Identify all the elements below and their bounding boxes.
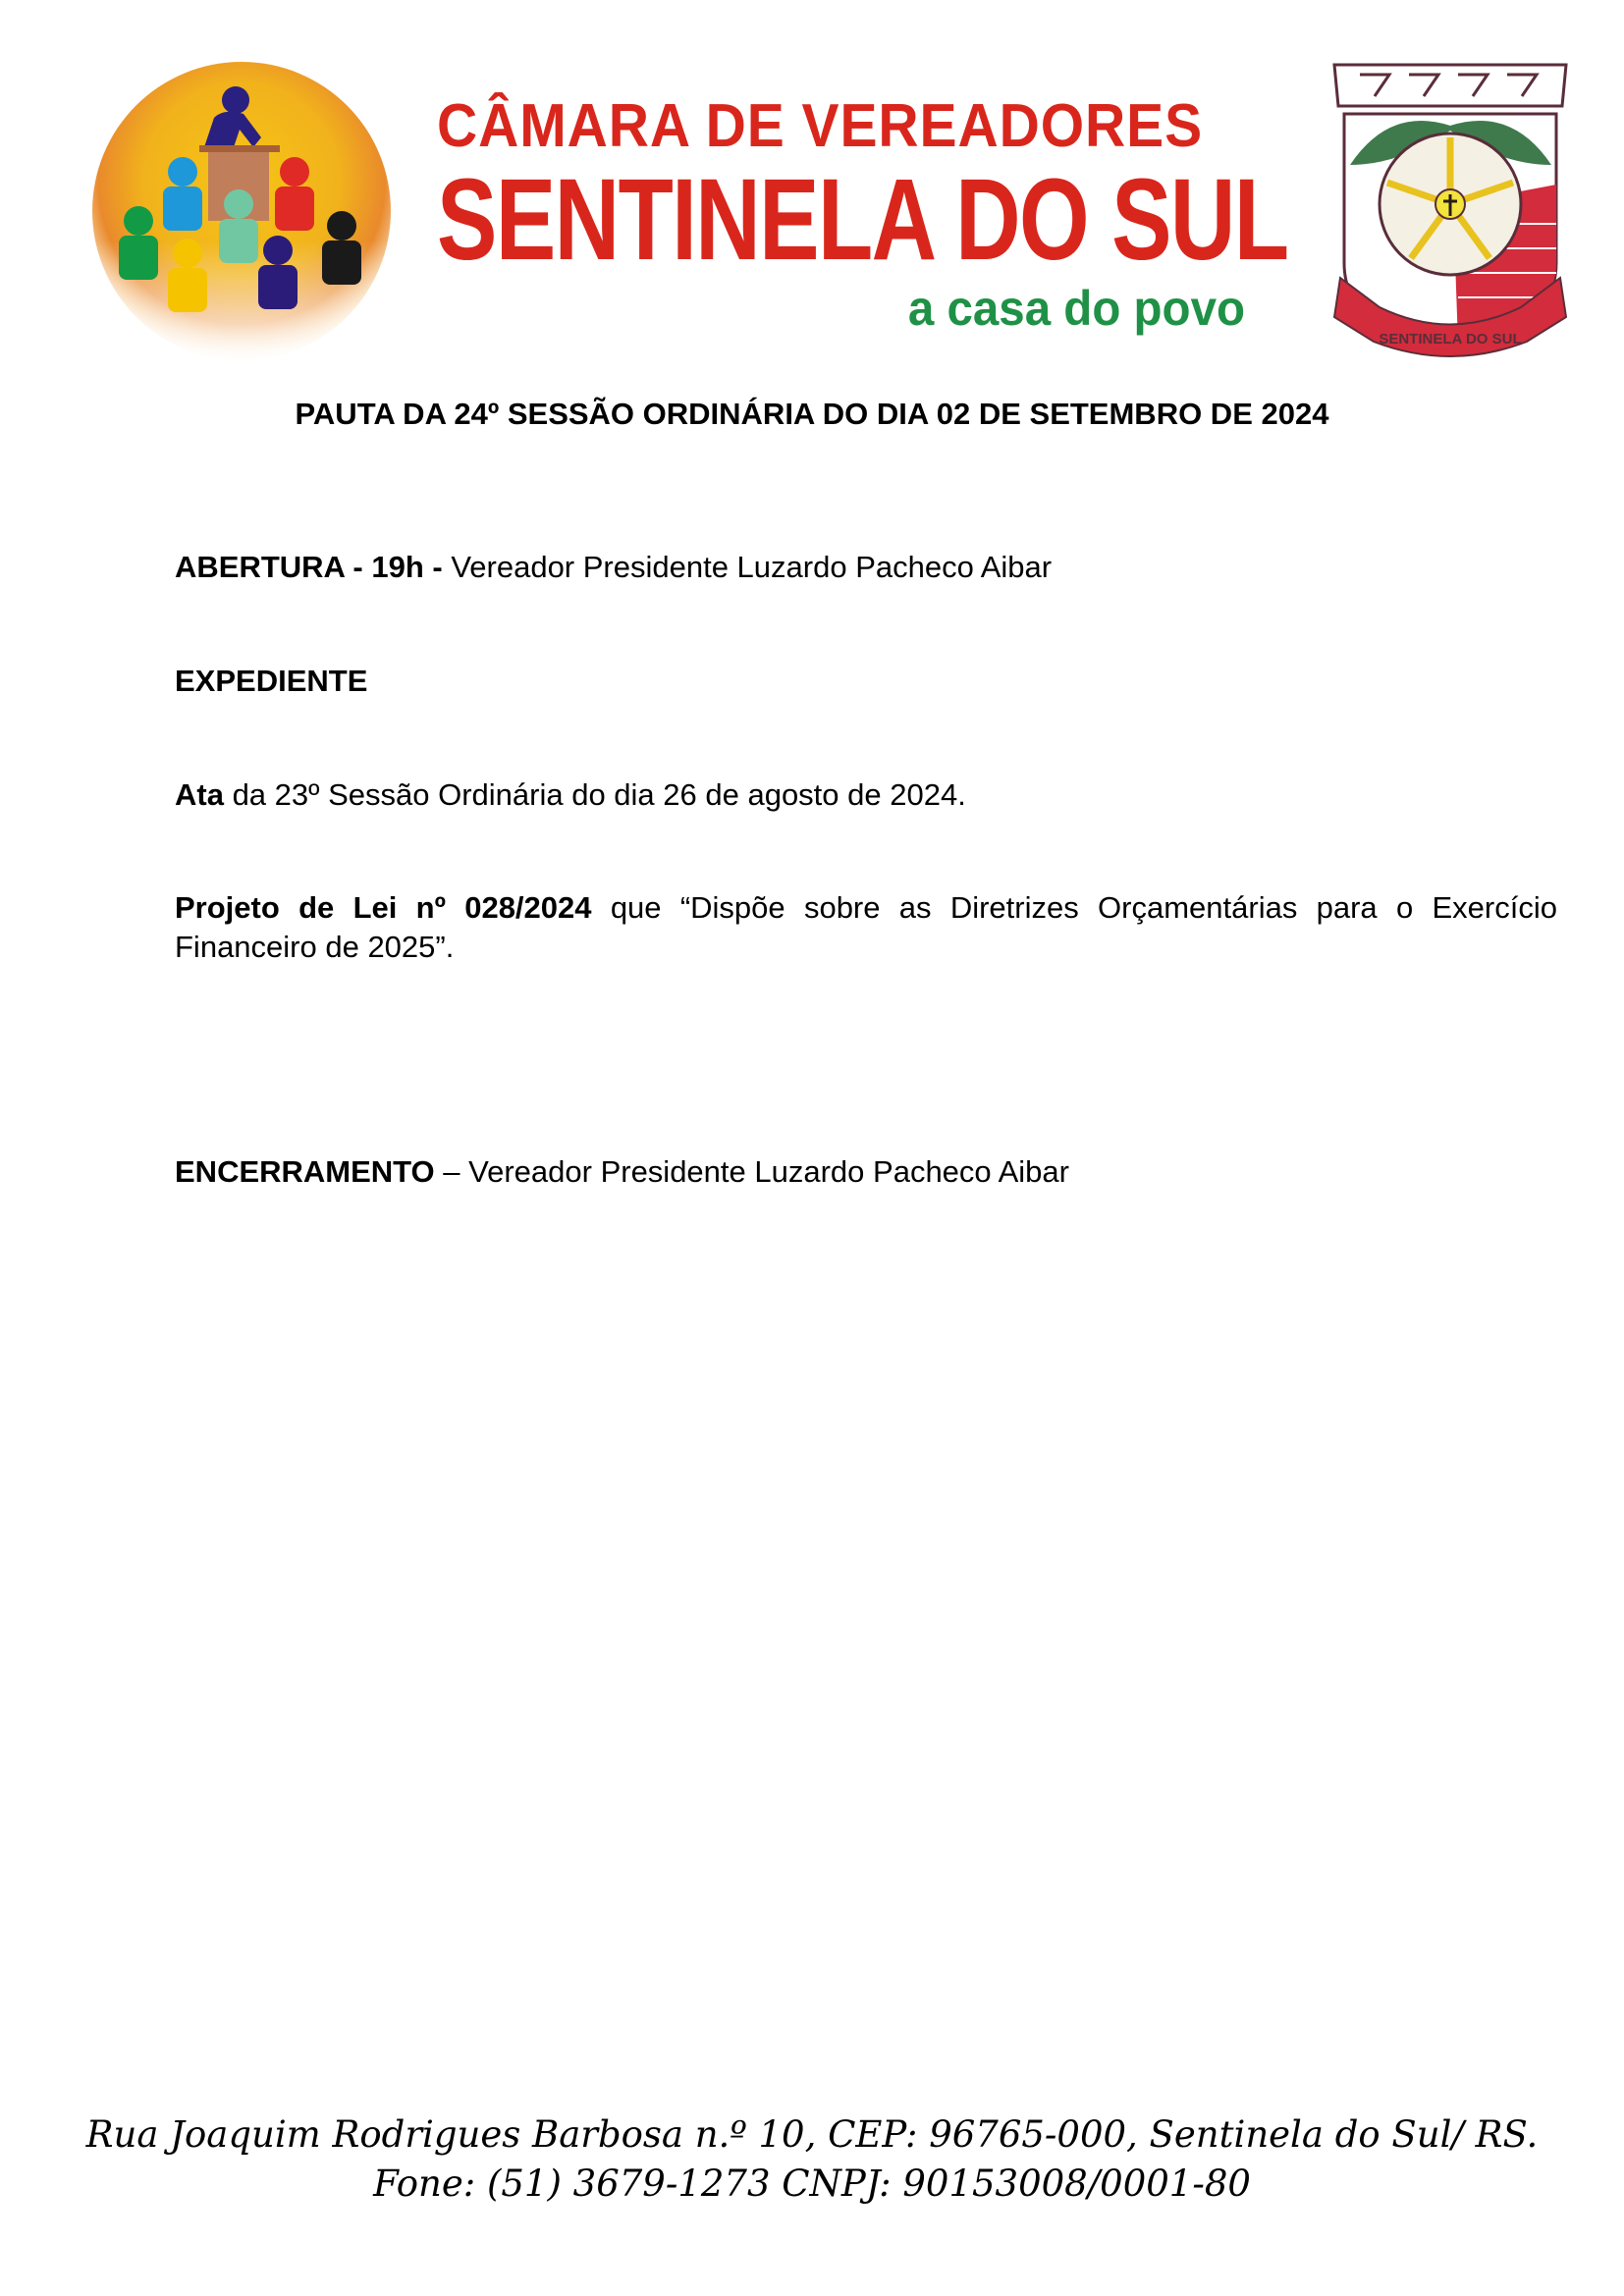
header-title-block — [437, 94, 1301, 336]
header-chamber-name: CÂMARA DE VEREADORES — [437, 92, 1204, 160]
council-logo — [86, 59, 397, 363]
projeto-label: Projeto de Lei nº 028/2024 — [175, 890, 592, 925]
agenda-item-abertura — [175, 548, 1557, 587]
ata-label: Ata — [175, 777, 224, 812]
footer-address: Rua Joaquim Rodrigues Barbosa n.º 10, CEP: 96765-000, Sentinela do Sul/ RS. — [85, 2113, 1539, 2156]
document-title: PAUTA DA 24º SESSÃO ORDINÁRIA DO DIA 02 DE SETEMBRO DE 2024 — [295, 397, 1329, 431]
agenda-item-encerramento — [175, 1152, 1557, 1192]
encerramento-label: ENCERRAMENTO — [175, 1154, 435, 1189]
municipal-coat-of-arms — [1330, 57, 1571, 361]
agenda-item-ata — [175, 775, 1557, 815]
agenda-item-projeto-de-lei — [175, 888, 1557, 967]
section-expediente — [175, 662, 1557, 701]
svg-text:SENTINELA DO SUL: SENTINELA DO SUL — [1379, 331, 1522, 347]
abertura-text: Vereador Presidente Luzardo Pacheco Aibar — [442, 550, 1053, 584]
projeto-text: que “Dispõe sobre as Diretrizes Orçamentárias para o Exercício Financeiro de 2025”. — [175, 890, 1557, 964]
expediente-heading: EXPEDIENTE — [175, 664, 368, 698]
header-slogan: a casa do povo — [907, 281, 1245, 336]
encerramento-text: – Vereador Presidente Luzardo Pacheco Aibar — [434, 1154, 1069, 1189]
page-footer — [0, 2110, 1624, 2209]
coat-of-arms-icon — [1330, 57, 1571, 361]
header-city-name: SENTINELA DO SUL — [437, 155, 1288, 285]
abertura-label: ABERTURA - 19h - — [175, 550, 443, 584]
ata-text: da 23º Sessão Ordinária do dia 26 de agosto de 2024. — [223, 777, 966, 812]
footer-contact: Fone: (51) 3679-1273 CNPJ: 90153008/0001-80 — [373, 2163, 1251, 2205]
people-podium-icon — [86, 59, 397, 363]
